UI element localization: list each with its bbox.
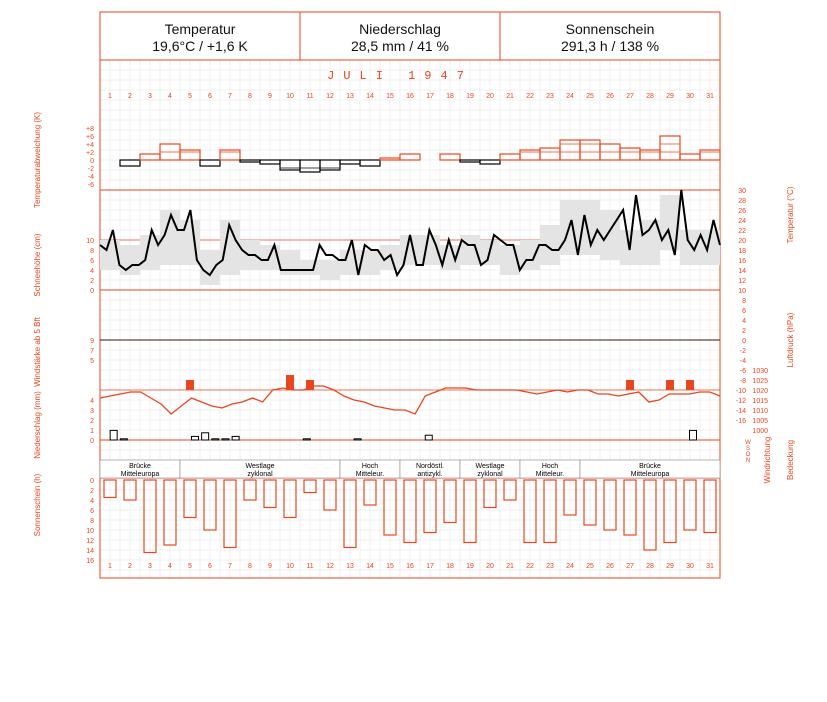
precipitation-bar bbox=[232, 436, 239, 440]
day-label-bottom: 13 bbox=[346, 563, 354, 570]
weather-type-label: Westlage bbox=[475, 463, 505, 470]
cloud-cover-axis-label: Bedeckung bbox=[786, 439, 795, 481]
temperature-tick: 12 bbox=[738, 278, 746, 285]
temperature-tick: 10 bbox=[738, 288, 746, 295]
weather-type-label: Hoch bbox=[541, 463, 559, 470]
weather-type-label: Mitteleuropa bbox=[630, 471, 670, 478]
weather-type-label: Mitteleur. bbox=[355, 471, 385, 478]
pressure-tick: 1015 bbox=[752, 398, 768, 405]
day-label-top: 5 bbox=[188, 93, 192, 100]
precipitation-bar bbox=[202, 433, 209, 440]
anomaly-tick: -2 bbox=[87, 166, 94, 173]
day-label-bottom: 18 bbox=[446, 563, 454, 570]
labels bbox=[33, 93, 795, 570]
snow-tick: 6 bbox=[90, 258, 94, 265]
day-label-bottom: 24 bbox=[566, 563, 574, 570]
wind-bar bbox=[306, 380, 314, 390]
day-label-top: 10 bbox=[286, 93, 294, 100]
weather-type-label: Mitteleuropa bbox=[120, 471, 160, 478]
day-label-top: 31 bbox=[706, 93, 714, 100]
weather-type-label: zyklonal bbox=[477, 471, 503, 478]
day-label-bottom: 2 bbox=[128, 563, 132, 570]
sunshine-summary-value: 291,3 h / 138 % bbox=[560, 38, 660, 54]
temperature-tick: 0 bbox=[742, 338, 746, 345]
precipitation-bar bbox=[222, 439, 229, 440]
temperature-tick: 8 bbox=[742, 298, 746, 305]
day-label-bottom: 4 bbox=[168, 563, 172, 570]
day-label-top: 15 bbox=[386, 93, 394, 100]
day-label-top: 9 bbox=[268, 93, 272, 100]
temperature-range-bar bbox=[280, 250, 300, 275]
pressure-tick: 1010 bbox=[752, 408, 768, 415]
temperature-tick: -8 bbox=[739, 378, 746, 385]
day-label-top: 2 bbox=[128, 93, 132, 100]
day-label-bottom: 20 bbox=[486, 563, 494, 570]
wind-tick: 7 bbox=[90, 348, 94, 355]
day-label-top: 4 bbox=[168, 93, 172, 100]
precipitation-tick: 4 bbox=[90, 398, 94, 405]
temperature-tick: 18 bbox=[738, 248, 746, 255]
weather-type-label: zyklonal bbox=[247, 471, 273, 478]
precipitation-bar bbox=[690, 430, 697, 440]
temperature-range-bar bbox=[120, 245, 140, 275]
day-label-top: 18 bbox=[446, 93, 454, 100]
day-label-bottom: 8 bbox=[248, 563, 252, 570]
weather-type-label: Westlage bbox=[245, 463, 275, 470]
precipitation-bar bbox=[303, 439, 310, 440]
temperature-range-bar bbox=[200, 250, 220, 285]
month-title: JULI 1947 bbox=[327, 69, 473, 83]
temperature-tick: 22 bbox=[738, 228, 746, 235]
day-label-bottom: 31 bbox=[706, 563, 714, 570]
day-label-bottom: 7 bbox=[228, 563, 232, 570]
day-label-top: 27 bbox=[626, 93, 634, 100]
wind-tick: 5 bbox=[90, 358, 94, 365]
day-label-top: 8 bbox=[248, 93, 252, 100]
day-label-bottom: 9 bbox=[268, 563, 272, 570]
day-label-bottom: 23 bbox=[546, 563, 554, 570]
precipitation-tick: 1 bbox=[90, 428, 94, 435]
pressure-tick: 1030 bbox=[752, 368, 768, 375]
temperature-tick: -10 bbox=[735, 388, 746, 395]
day-label-top: 3 bbox=[148, 93, 152, 100]
day-label-bottom: 11 bbox=[306, 563, 314, 570]
sunshine-summary-title: Sonnenschein bbox=[565, 21, 655, 37]
anomaly-tick: +6 bbox=[86, 134, 94, 141]
sunshine-tick: 4 bbox=[90, 498, 94, 505]
sunshine-tick: 6 bbox=[90, 508, 94, 515]
anomaly-tick: +8 bbox=[86, 126, 94, 133]
temperature-range-bar bbox=[680, 230, 700, 265]
day-label-bottom: 26 bbox=[606, 563, 614, 570]
pressure-tick: 1020 bbox=[752, 388, 768, 395]
anomaly-tick: +4 bbox=[86, 142, 94, 149]
day-label-top: 30 bbox=[686, 93, 694, 100]
temperature-range-bar bbox=[300, 260, 320, 275]
wind-direction-axis-label: Windrichtung bbox=[763, 436, 772, 484]
temperature-tick: 24 bbox=[738, 218, 746, 225]
sunshine-tick: 8 bbox=[90, 518, 94, 525]
temperature-tick: -6 bbox=[739, 368, 746, 375]
temperature-tick: 4 bbox=[742, 318, 746, 325]
day-label-bottom: 10 bbox=[286, 563, 294, 570]
day-label-top: 14 bbox=[366, 93, 374, 100]
temperature-tick: -16 bbox=[735, 418, 746, 425]
precipitation-bar bbox=[191, 436, 198, 440]
day-label-bottom: 22 bbox=[526, 563, 534, 570]
sunshine-tick: 14 bbox=[86, 548, 94, 555]
temperature-tick: -4 bbox=[739, 358, 746, 365]
day-label-top: 12 bbox=[326, 93, 334, 100]
day-label-bottom: 14 bbox=[366, 563, 374, 570]
wind-bar bbox=[686, 380, 694, 390]
sunshine-tick: 12 bbox=[86, 538, 94, 545]
pressure-tick: 1005 bbox=[752, 418, 768, 425]
anomaly-tick: -4 bbox=[87, 174, 94, 181]
day-label-top: 29 bbox=[666, 93, 674, 100]
weather-type-label: antizykl. bbox=[417, 471, 443, 478]
temperature-anomaly-axis-label: Temperaturabweichung (K) bbox=[33, 111, 42, 209]
day-label-bottom: 16 bbox=[406, 563, 414, 570]
sunshine-tick: 10 bbox=[86, 528, 94, 535]
day-label-top: 28 bbox=[646, 93, 654, 100]
sunshine-tick: 0 bbox=[90, 478, 94, 485]
sunshine-tick: 2 bbox=[90, 488, 94, 495]
temperature-tick: 28 bbox=[738, 198, 746, 205]
precipitation-tick: 0 bbox=[90, 438, 94, 445]
precipitation-tick: 2 bbox=[90, 418, 94, 425]
temperature-tick: -12 bbox=[735, 398, 746, 405]
weather-type-label: Brücke bbox=[129, 463, 151, 470]
temperature-tick: -14 bbox=[735, 408, 746, 415]
day-label-bottom: 15 bbox=[386, 563, 394, 570]
temperature-tick: 20 bbox=[738, 238, 746, 245]
anomaly-tick: +2 bbox=[86, 150, 94, 157]
day-label-bottom: 19 bbox=[466, 563, 474, 570]
day-label-top: 23 bbox=[546, 93, 554, 100]
snow-axis-label: Schneehöhe (cm) bbox=[33, 233, 42, 297]
wind-bar bbox=[186, 380, 194, 390]
wind-bar bbox=[666, 380, 674, 390]
pressure-axis-label: Luftdruck (hPa) bbox=[786, 312, 795, 368]
pressure-tick: 1000 bbox=[752, 428, 768, 435]
temperature-axis-label: Temperatur (°C) bbox=[786, 186, 795, 244]
precipitation-axis-label: Niederschlag (mm) bbox=[33, 391, 42, 459]
temperature-tick: 6 bbox=[742, 308, 746, 315]
day-label-top: 19 bbox=[466, 93, 474, 100]
temperature-tick: -2 bbox=[739, 348, 746, 355]
day-label-bottom: 17 bbox=[426, 563, 434, 570]
anomaly-tick: -6 bbox=[87, 182, 94, 189]
anomaly-tick: 0 bbox=[90, 158, 94, 165]
temperature-summary-title: Temperatur bbox=[164, 21, 236, 37]
precipitation-summary-value: 28,5 mm / 41 % bbox=[350, 38, 450, 54]
temperature-range-bar bbox=[600, 210, 620, 260]
day-label-top: 11 bbox=[306, 93, 314, 100]
precipitation-tick: 3 bbox=[90, 408, 94, 415]
wind-tick: 9 bbox=[90, 338, 94, 345]
precipitation-bar bbox=[120, 439, 127, 440]
grid bbox=[100, 60, 720, 578]
snow-tick: 8 bbox=[90, 248, 94, 255]
temperature-tick: 16 bbox=[738, 258, 746, 265]
temperature-range-bar bbox=[320, 260, 340, 280]
day-label-top: 17 bbox=[426, 93, 434, 100]
day-label-top: 6 bbox=[208, 93, 212, 100]
temperature-tick: 14 bbox=[738, 268, 746, 275]
wind-axis-label: Windstärke ab 5 Bft bbox=[33, 317, 42, 387]
day-label-bottom: 29 bbox=[666, 563, 674, 570]
day-label-bottom: 3 bbox=[148, 563, 152, 570]
temperature-tick: 2 bbox=[742, 328, 746, 335]
weather-type-label: Nordöstl. bbox=[415, 463, 445, 470]
day-label-top: 21 bbox=[506, 93, 514, 100]
weather-type-label: Brücke bbox=[639, 463, 661, 470]
day-label-bottom: 28 bbox=[646, 563, 654, 570]
wind-direction-tick: W bbox=[745, 440, 751, 446]
precipitation-bar bbox=[212, 439, 219, 440]
day-label-top: 22 bbox=[526, 93, 534, 100]
wind-direction-tick: N bbox=[745, 458, 751, 464]
day-label-bottom: 12 bbox=[326, 563, 334, 570]
wind-bar bbox=[286, 375, 294, 390]
wind-bar bbox=[626, 380, 634, 390]
precipitation-bar bbox=[425, 435, 432, 440]
day-label-bottom: 21 bbox=[506, 563, 514, 570]
day-label-top: 16 bbox=[406, 93, 414, 100]
snow-tick: 4 bbox=[90, 268, 94, 275]
precipitation-summary-title: Niederschlag bbox=[359, 21, 441, 37]
day-label-bottom: 30 bbox=[686, 563, 694, 570]
temperature-tick: 26 bbox=[738, 208, 746, 215]
day-label-top: 7 bbox=[228, 93, 232, 100]
sunshine-tick: 16 bbox=[86, 558, 94, 565]
day-label-top: 26 bbox=[606, 93, 614, 100]
day-label-bottom: 27 bbox=[626, 563, 634, 570]
snow-tick: 10 bbox=[86, 238, 94, 245]
day-label-top: 1 bbox=[108, 93, 112, 100]
temperature-tick: 30 bbox=[738, 188, 746, 195]
weather-type-label: Hoch bbox=[361, 463, 379, 470]
temperature-summary-value: 19,6°C / +1,6 K bbox=[152, 38, 248, 54]
snow-tick: 2 bbox=[90, 278, 94, 285]
day-label-top: 25 bbox=[586, 93, 594, 100]
snow-tick: 0 bbox=[90, 288, 94, 295]
pressure-tick: 1025 bbox=[752, 378, 768, 385]
day-label-bottom: 25 bbox=[586, 563, 594, 570]
day-label-top: 20 bbox=[486, 93, 494, 100]
day-label-bottom: 5 bbox=[188, 563, 192, 570]
precipitation-bar bbox=[110, 430, 117, 440]
wind-direction-tick: S bbox=[745, 446, 751, 452]
weather-type-label: Mitteleur. bbox=[535, 471, 565, 478]
day-label-bottom: 6 bbox=[208, 563, 212, 570]
day-label-top: 13 bbox=[346, 93, 354, 100]
wind-direction-tick: O bbox=[745, 452, 751, 458]
sunshine-axis-label: Sonnenschein (h) bbox=[33, 473, 42, 537]
day-label-bottom: 1 bbox=[108, 563, 112, 570]
day-label-top: 24 bbox=[566, 93, 574, 100]
